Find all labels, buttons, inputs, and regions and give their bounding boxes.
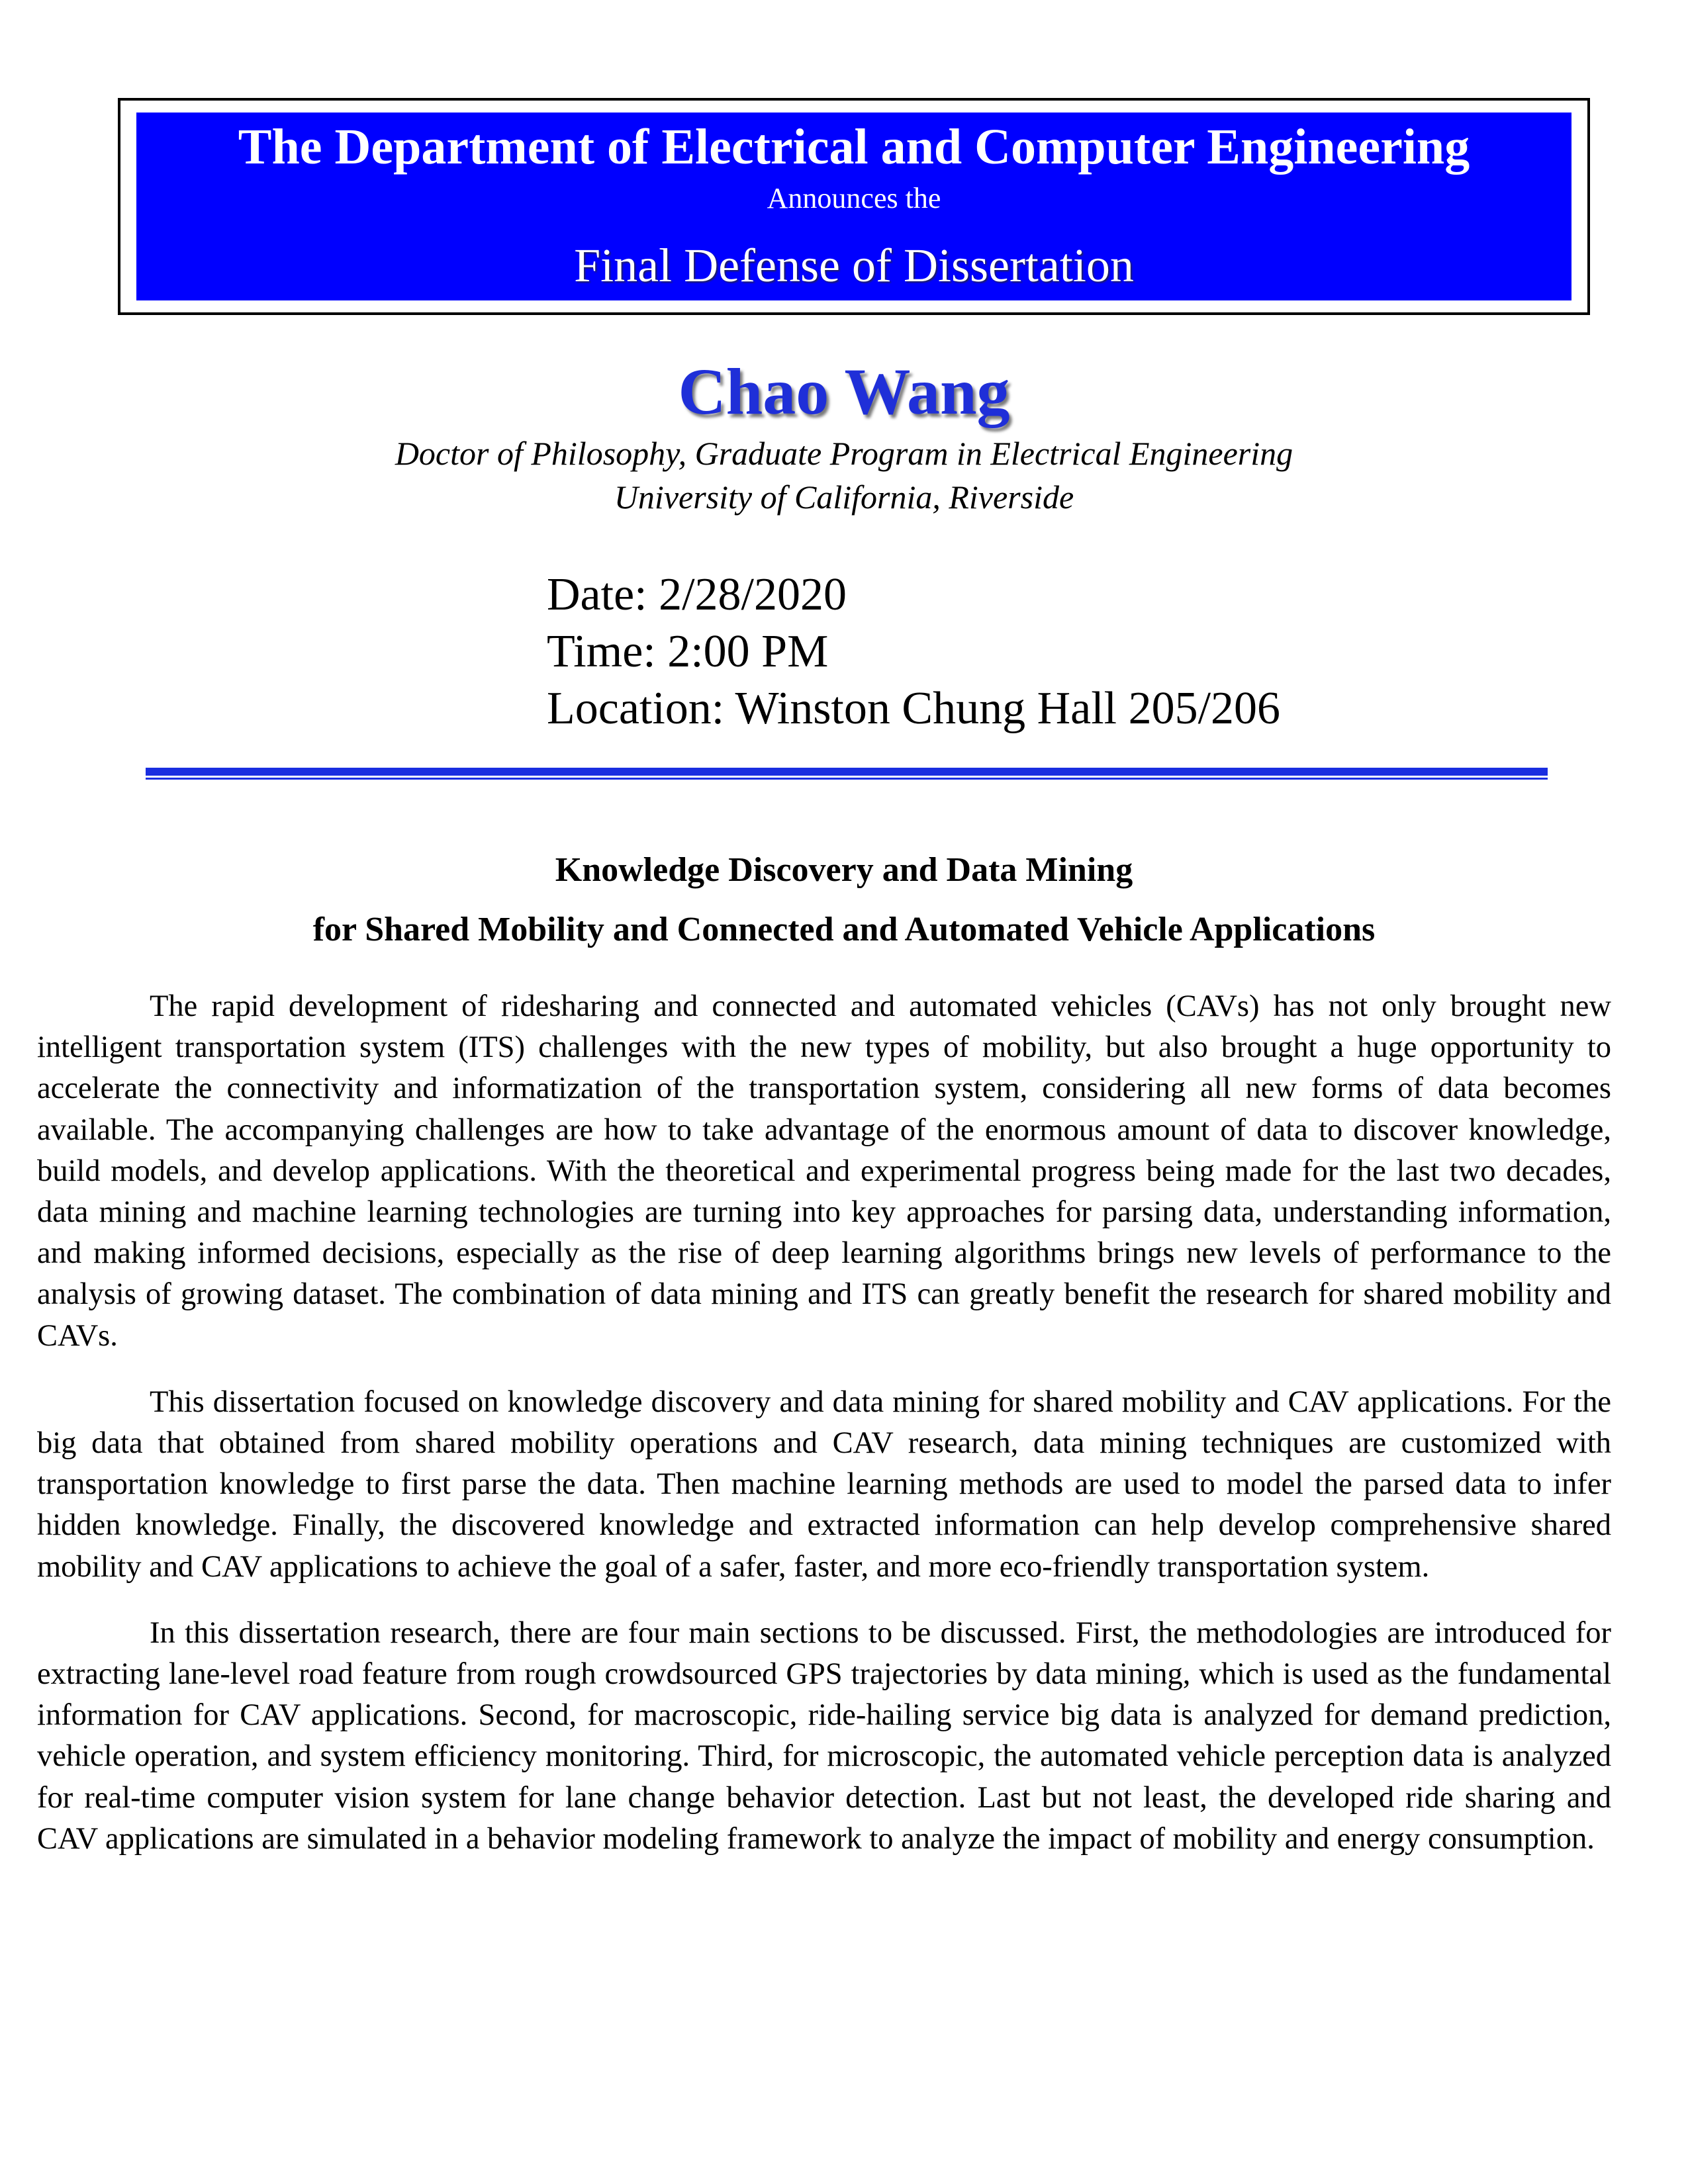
announces-text: Announces the — [767, 182, 941, 214]
dissertation-title-line-1: Knowledge Discovery and Data Mining — [555, 851, 1133, 889]
candidate-degree: Doctor of Philosophy, Graduate Program in Electrical Engineering — [395, 435, 1293, 472]
candidate-university: University of California, Riverside — [614, 478, 1074, 516]
header-banner-frame — [118, 98, 1590, 315]
event-details — [547, 567, 1280, 737]
separator-thin-line — [146, 778, 1548, 780]
header-banner — [136, 113, 1571, 300]
event-title: Final Defense of Dissertation — [574, 239, 1134, 292]
dissertation-title-line-2: for Shared Mobility and Connected and Automated Vehicle Applications — [312, 911, 1376, 948]
event-location: Location: Winston Chung Hall 205/206 — [547, 683, 1281, 734]
candidate-name: Chao Wang — [678, 355, 1010, 428]
abstract-paragraph-3: In this dissertation research, there are four main sections to be discussed. First, the methodologies are introduced for extracting lane-level road feature from rough crowdsourced GPS trajectories by data mining, which is used as the fundamental information for CAV applications. Second, for macroscopic, ride-hailing service big data is analyzed for demand prediction, vehicle operation, and system efficiency monitoring. Third, for microscopic, the automated vehicle perception data is analyzed for real-time computer vision system for lane change behavior detection. Last but not least, the developed ride sharing and CAV applications are simulated in a behavior modeling framework to analyze the impact of mobility and energy consumption. — [37, 1615, 1611, 1856]
abstract-paragraph-2: This dissertation focused on knowledge discovery and data mining for shared mobility and CAV applications. For the big data that obtained from shared mobility operations and CAV research, data mining techniques are customized with transportation knowledge to first parse the data. Then machine learning methods are used to model the parsed data to infer hidden knowledge. Finally, the discovered knowledge and extracted information can help develop comprehensive shared mobility and CAV applications to achieve the goal of a safer, faster, and more eco-friendly transportation system. — [37, 1385, 1611, 1584]
abstract-paragraph-1: The rapid development of ridesharing and connected and automated vehicles (CAVs) has not only brought new intelligent transportation system (ITS) challenges with the new types of mobility, but also brought a huge opportunity to accelerate the connectivity and informatization of the transportation system, considering all new forms of data becomes available. The accompanying challenges are how to take advantage of the enormous amount of data to discover knowledge, build models, and develop applications. With the theoretical and experimental progress being made for the last two decades, data mining and machine learning technologies are turning into key approaches for parsing data, understanding information, and making informed decisions, especially as the rise of deep learning algorithms brings new levels of performance to the analysis of growing dataset. The combination of data mining and ITS can greatly benefit the research for shared mobility and CAVs. — [37, 989, 1611, 1353]
abstract — [37, 986, 1611, 1885]
separator-rule — [146, 768, 1548, 781]
department-title: The Department of Electrical and Computer Engineering — [238, 119, 1470, 175]
event-time: Time: 2:00 PM — [547, 626, 829, 677]
separator-thick-line — [146, 768, 1548, 776]
event-date: Date: 2/28/2020 — [547, 569, 847, 620]
